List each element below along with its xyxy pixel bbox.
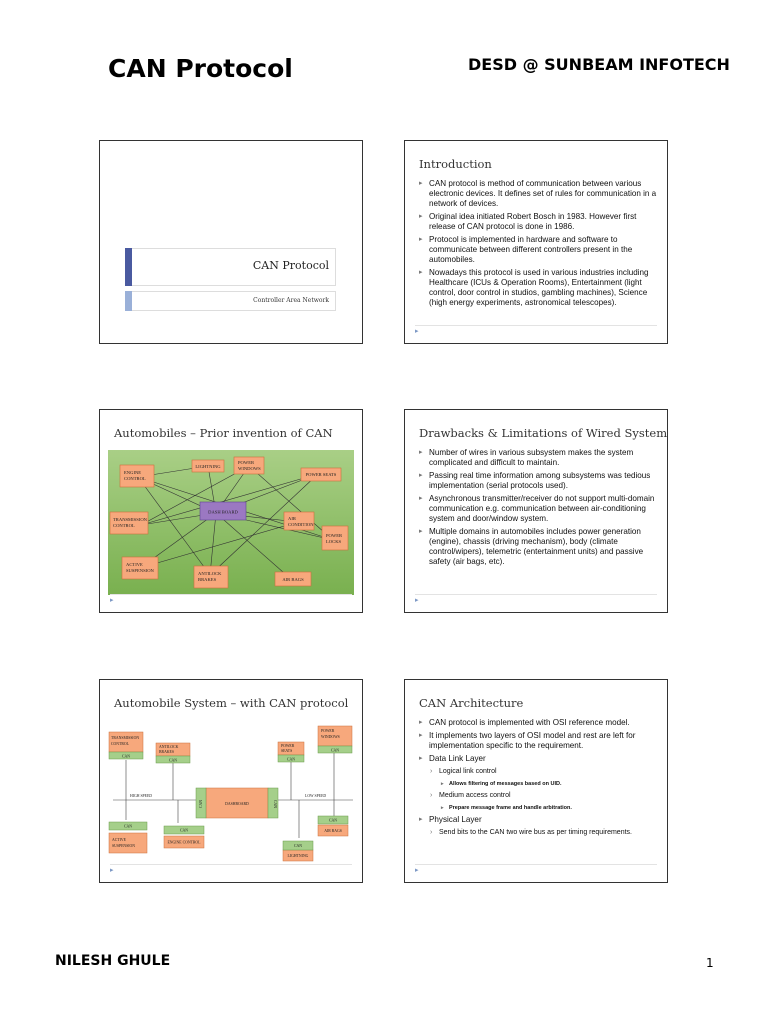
node-locks-2: LOCKS	[326, 539, 342, 544]
node-seats-1: POWER	[281, 744, 295, 748]
bullet-item: ▸ It implements two layers of OSI model and rest are left for implementation specific to the requirement.	[419, 731, 657, 751]
slide-title: Drawbacks & Limitations of Wired System	[419, 426, 668, 440]
slide-footer	[110, 594, 352, 607]
can-label: CAN	[273, 799, 277, 809]
title-box	[132, 248, 336, 286]
node-active-1: ACTIVE	[126, 562, 143, 567]
high-speed-label: HIGH SPEED	[130, 794, 153, 798]
node-trans-1: TRANSMISSION	[113, 517, 147, 522]
can-label: CAN	[123, 824, 133, 829]
node-seats: POWER SEATS	[305, 472, 337, 477]
slide-subtitle: Controller Area Network	[253, 297, 329, 304]
bullet-item: ▸ Number of wires in various subsystem makes the system complicated and difficult to maintain.	[419, 448, 657, 468]
node-antilock-2: BRAKES	[159, 750, 174, 754]
can-label: CAN	[330, 748, 340, 753]
sub-bullet-item: › Logical link control	[419, 767, 657, 777]
node-windows-2: WINDOWS	[238, 466, 261, 471]
slide-footer	[415, 864, 657, 877]
slide-5-with-can	[99, 679, 363, 883]
slide-title: CAN Architecture	[419, 696, 524, 710]
can-label: CAN	[286, 757, 296, 762]
node-seats-2: SEATS	[281, 749, 293, 753]
slide-1-title	[99, 140, 363, 344]
node-windows-1: POWER	[238, 460, 255, 465]
slide-footer	[415, 325, 657, 338]
node-engine: ENGINE CONTROL	[167, 840, 201, 845]
bullet-list	[419, 448, 657, 570]
node-lighting: LIGHTNING	[287, 854, 309, 858]
accent-bar	[125, 248, 132, 286]
node-trans-2: CONTROL	[113, 523, 135, 528]
arrow-icon: ▸	[110, 867, 114, 874]
arrow-icon: ▸	[415, 867, 419, 874]
bullet-item: ▸ CAN protocol is implemented with OSI reference model.	[419, 718, 657, 728]
node-windows-1: POWER	[321, 729, 335, 733]
node-active-1: ACTIVE	[112, 838, 126, 842]
bullet-item: ▸ Physical Layer	[419, 815, 657, 825]
hub-label: DASHBOARD	[225, 802, 249, 806]
can-label: CAN	[199, 799, 203, 809]
node-trans-1: TRANSMISSION	[111, 736, 140, 740]
slide-title: Introduction	[419, 157, 492, 171]
bullet-item: ▸ Data Link Layer	[419, 754, 657, 764]
sub-bullet-item: › Medium access control	[419, 791, 657, 801]
node-airbags: AIR BAGS	[324, 829, 342, 833]
bullet-list	[419, 718, 657, 840]
node-active-2: SUSPENSION	[112, 844, 135, 848]
slide-6-can-architecture	[404, 679, 668, 883]
slide-3-prior-can	[99, 409, 363, 613]
bullet-item: ▸ Protocol is implemented in hardware and software to communicate between different controllers present in the automobiles.	[419, 235, 657, 265]
slide-4-drawbacks	[404, 409, 668, 613]
arrow-icon: ▸	[415, 597, 419, 604]
can-label: CAN	[328, 818, 338, 823]
page-org: DESD @ SUNBEAM INFOTECH	[468, 55, 730, 74]
hub-label: DASH BOARD	[208, 509, 238, 515]
bullet-item: ▸ Nowadays this protocol is used in various industries including Healthcare (ICUs & Operation Rooms), Entertainment (light control, door control in studios, gambling machines), Science (high energy experiments, astronomical telescopes).	[419, 268, 657, 308]
node-engine-2: CONTROL	[124, 476, 146, 481]
node-windows-2: WINDOWS	[321, 735, 340, 739]
bullet-item: ▸ Multiple domains in automobiles includes power generation (engine), chassis (driving mechanism), body (climate control/wipers), telemetric (entertainment units) and passive safety (air bags, etc).	[419, 527, 657, 567]
can-label: CAN	[293, 844, 303, 848]
slide-title: CAN Protocol	[252, 259, 329, 272]
arrow-icon: ▸	[110, 597, 114, 604]
sub-sub-bullet-item: ▸ Allows filtering of messages based on UID.	[419, 779, 657, 789]
node-antilock-2: BRAKES	[198, 577, 217, 582]
footer-author: NILESH GHULE	[55, 953, 171, 969]
slide-title: Automobile System – with CAN protocol	[114, 696, 349, 710]
arrow-icon: ▸	[415, 328, 419, 335]
node-trans-2: CONTROL	[111, 742, 129, 746]
bullet-item: ▸ Original idea initiated Robert Bosch in 1983. However first release of CAN protocol is done in 1986.	[419, 212, 657, 232]
accent-bar-light	[125, 291, 132, 311]
can-bus-diagram	[108, 720, 354, 870]
node-engine-1: ENGINE	[124, 470, 142, 475]
page-number: 1	[706, 956, 714, 970]
can-label: CAN	[168, 758, 178, 763]
bullet-item: ▸ Passing real time information among subsystems was tedious implementation (serial protocols used).	[419, 471, 657, 491]
slide-footer	[110, 864, 352, 877]
sub-bullet-item: › Send bits to the CAN two wire bus as per timing requirements.	[419, 828, 657, 838]
page-title: CAN Protocol	[108, 54, 293, 83]
node-air-2: CONDITION	[288, 522, 314, 527]
bullet-item: ▸ CAN protocol is method of communication between various electronic devices. It defines set of rules for communication in a network of devices.	[419, 179, 657, 209]
node-antilock-1: ANTILOCK	[159, 745, 179, 749]
slide-title: Automobiles – Prior invention of CAN	[114, 426, 333, 440]
node-locks-1: POWER	[326, 533, 343, 538]
node-antilock-1: ANTILOCK	[198, 571, 222, 576]
node-airbags: AIR BAGS	[282, 577, 304, 582]
bullet-list	[419, 179, 657, 311]
slide-2-introduction	[404, 140, 668, 344]
bullet-item: ▸ Asynchronous transmitter/receiver do not support multi-domain communication e.g. communication between air-conditioning system and door/window system.	[419, 494, 657, 524]
slide-footer	[415, 594, 657, 607]
wired-system-diagram	[108, 450, 354, 595]
can-label: CAN	[121, 754, 131, 759]
node-lighting: LIGHTNING	[195, 464, 221, 469]
subtitle-box	[132, 291, 336, 311]
node-air-1: AIR	[288, 516, 296, 521]
sub-sub-bullet-item: ▸ Prepare message frame and handle arbitration.	[419, 803, 657, 813]
node-active-2: SUSPENSION	[126, 568, 154, 573]
low-speed-label: LOW SPEED	[305, 794, 327, 798]
can-label: CAN	[179, 828, 189, 833]
